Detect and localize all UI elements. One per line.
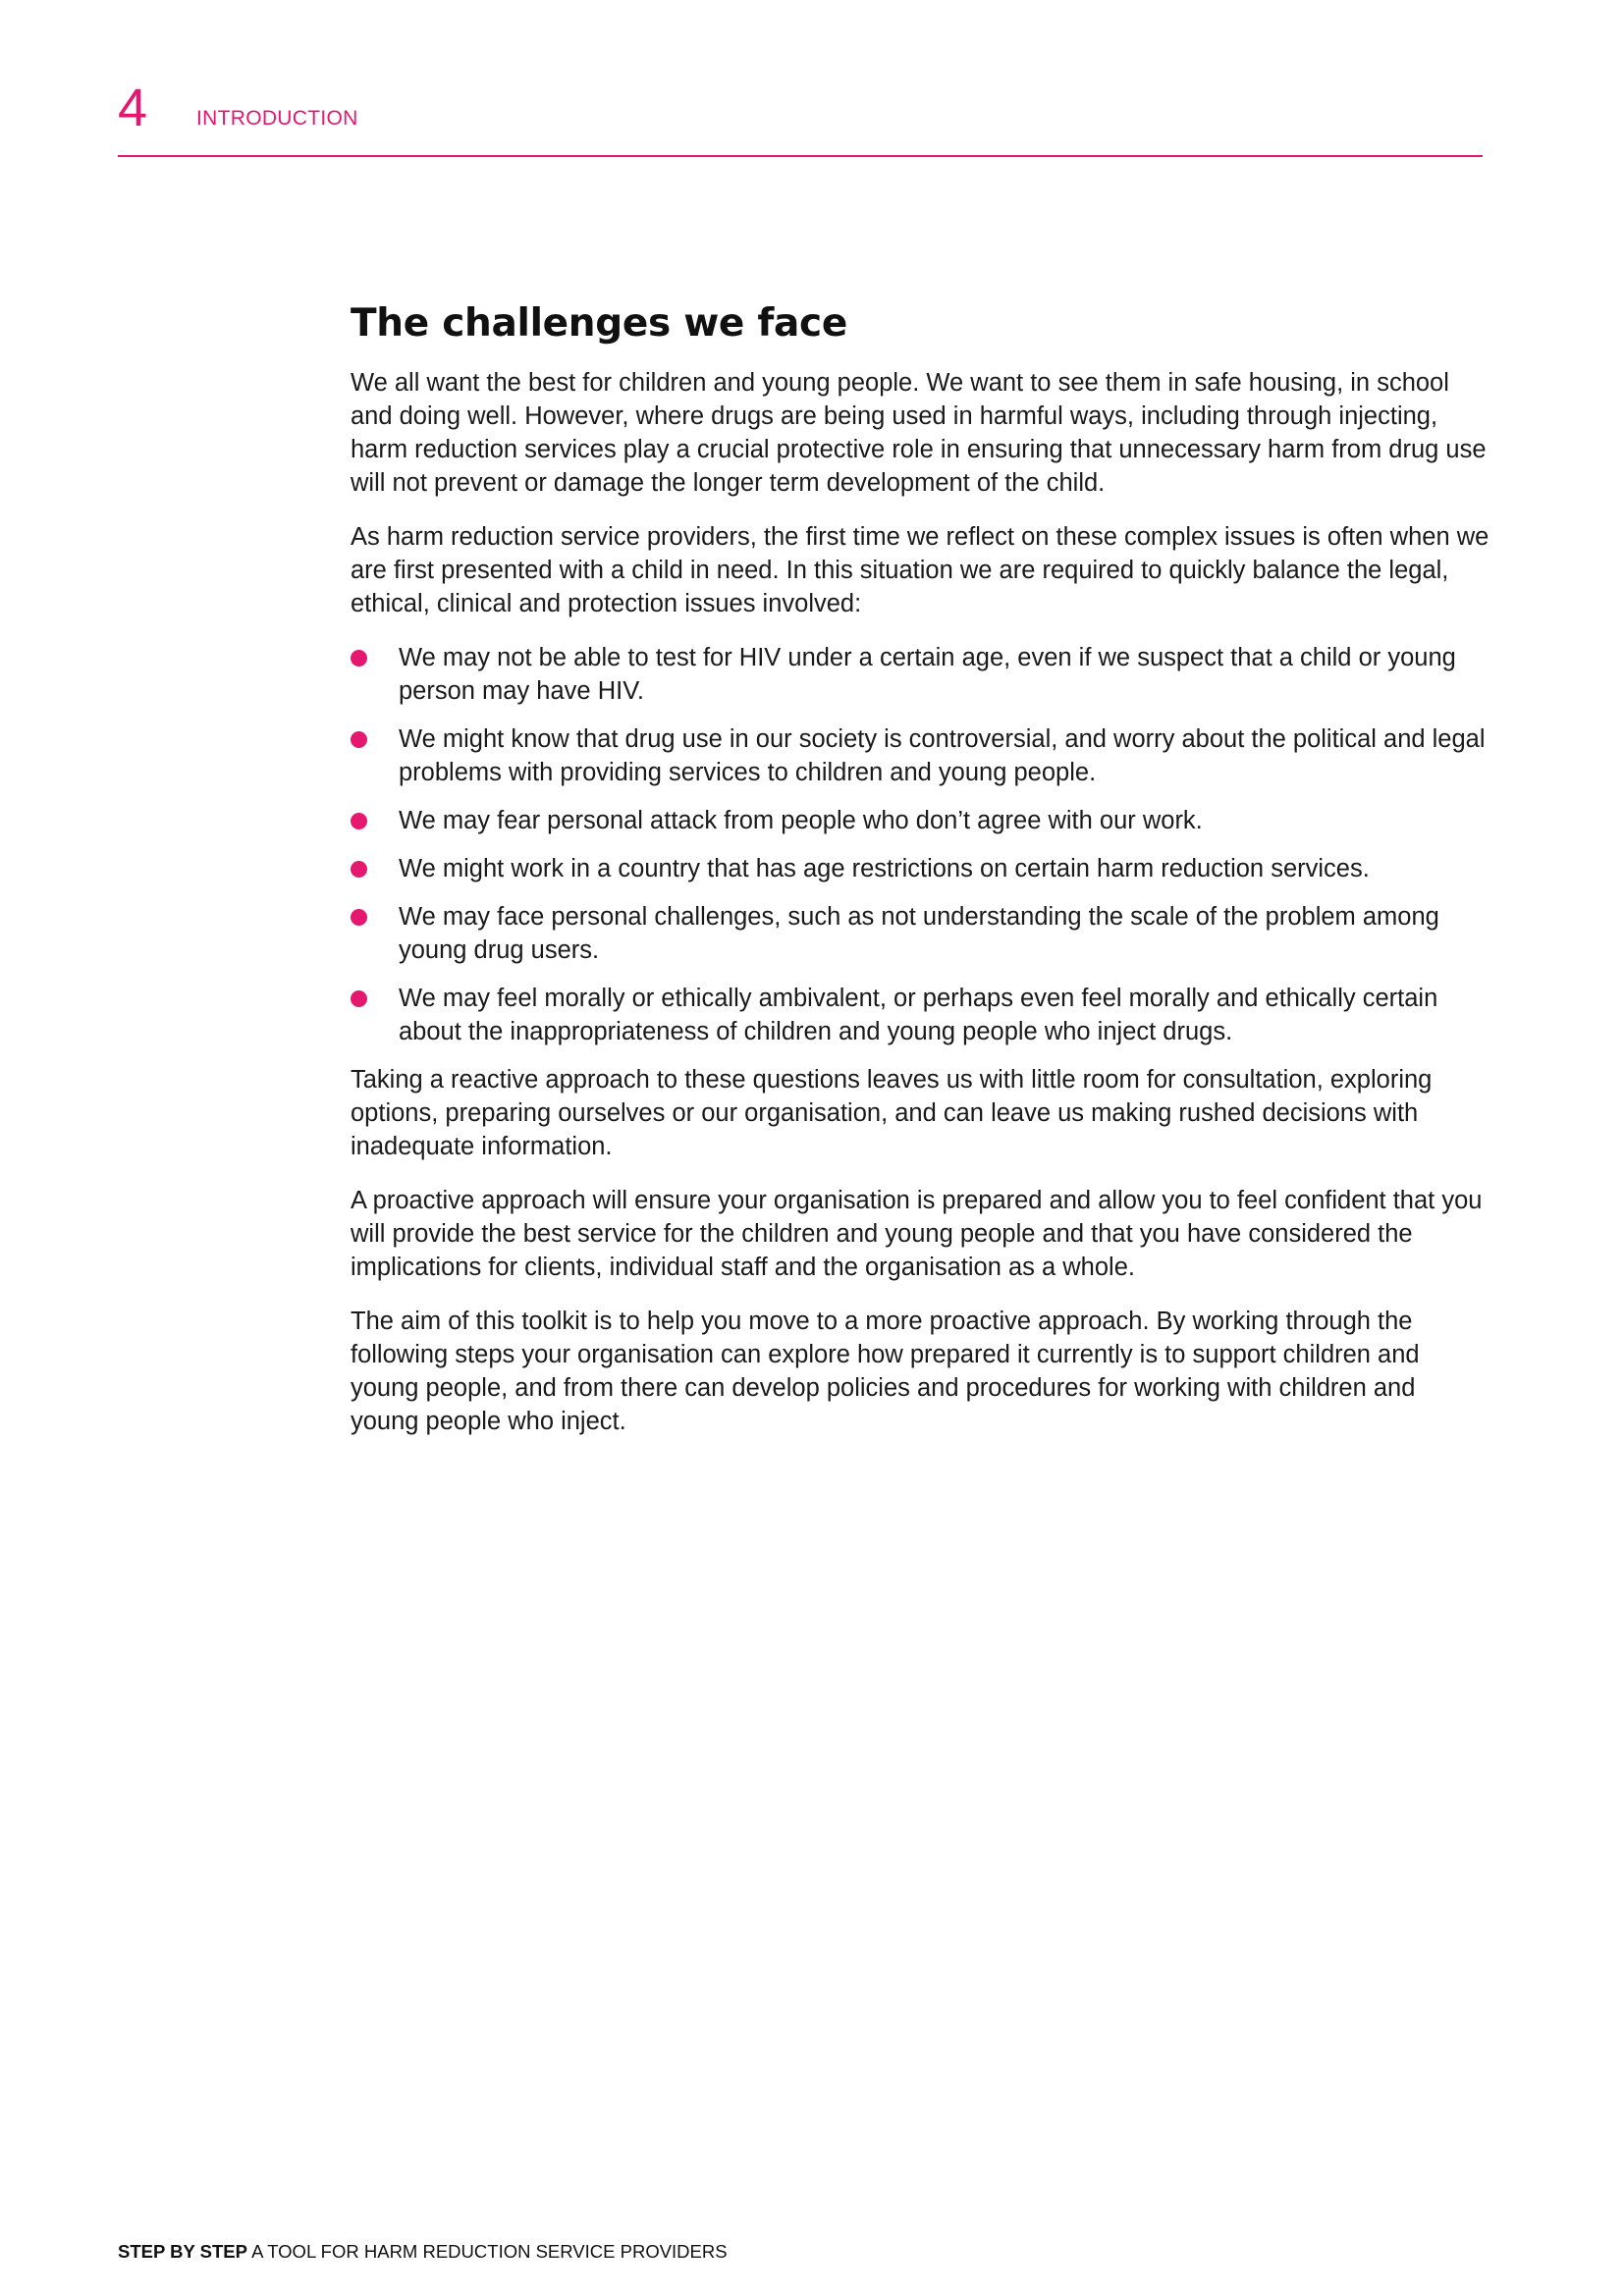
main-content [351,299,1489,1459]
list-item-text: We may fear personal attack from people who don’t agree with our work. [399,807,1203,834]
bullet-dot-icon [351,861,367,878]
list-item-text: We might know that drug use in our society is controversial, and worry about the political and legal problems with providing services to children and young people. [399,725,1486,786]
bullet-list [351,641,1489,1048]
paragraph: As harm reduction service providers, the first time we reflect on these complex issues is often when we are first presented with a child in need. In this situation we are required to quickly balance the legal, ethical, clinical and protection issues involved: [351,523,1489,617]
footer-subtitle: A TOOL FOR HARM REDUCTION SERVICE PROVIDERS [246,2241,728,2262]
list-item-text: We may not be able to test for HIV under a certain age, even if we suspect that a child or young person may have HIV. [399,644,1456,705]
list-item-text: We may face personal challenges, such as not understanding the scale of the problem among young drug users. [399,903,1439,964]
footer-publication-name: STEP BY STEP [118,2241,247,2262]
header-divider [118,155,1483,157]
paragraph: Taking a reactive approach to these questions leaves us with little room for consultation, exploring options, preparing ourselves or our organisation, and can leave us making rushed decisions with inadequate information. [351,1066,1433,1160]
paragraph: The aim of this toolkit is to help you move to a more proactive approach. By working through the following steps your organisation can explore how prepared it currently is to support children and young people, and from there can develop policies and procedures for working with children and young people who inject. [351,1308,1420,1435]
bullet-dot-icon [351,731,367,748]
list-item [351,982,1489,1048]
bullet-dot-icon [351,909,367,926]
list-item-text: We may feel morally or ethically ambivalent, or perhaps even feel morally and ethically certain about the inappropriateness of children and young people who inject drugs. [399,985,1438,1045]
page-number: 4 [118,79,148,137]
paragraph: A proactive approach will ensure your organisation is prepared and allow you to feel confident that you will provide the best service for the children and young people and that you have considered the implications for clients, individual staff and the organisation as a whole. [351,1187,1483,1281]
list-item [351,641,1489,708]
bullet-dot-icon [351,813,367,829]
list-item [351,852,1489,885]
page-title: The challenges we face [351,301,848,346]
bullet-dot-icon [351,990,367,1007]
paragraph: We all want the best for children and young people. We want to see them in safe housing, in school and doing well. However, where drugs are being used in harmful ways, including through injecting, harm reduction services play a crucial protective role in ensuring that unnecessary harm from drug use will not prevent or damage the longer term development of the child. [351,369,1487,497]
page-footer [118,2240,728,2264]
list-item [351,804,1489,837]
page-header [118,79,1483,157]
bullet-dot-icon [351,650,367,667]
list-item [351,900,1489,967]
section-label: INTRODUCTION [196,107,358,130]
list-item [351,722,1489,789]
list-item-text: We might work in a country that has age restrictions on certain harm reduction services. [399,855,1370,882]
